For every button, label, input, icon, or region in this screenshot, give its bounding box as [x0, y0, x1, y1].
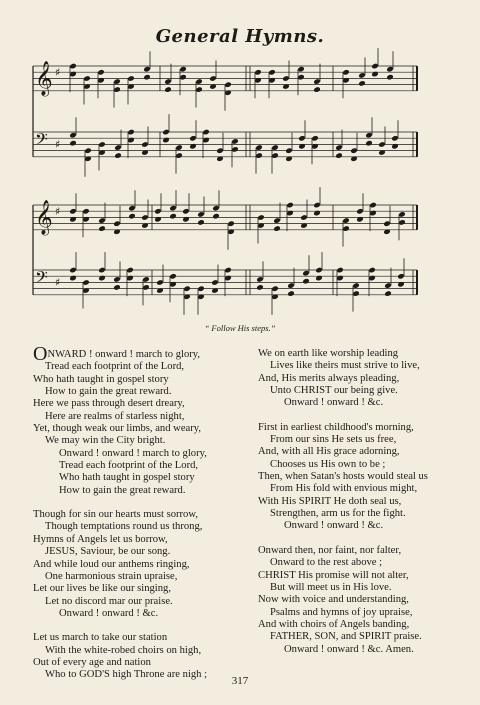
hymn-line: From our sins He sets us free, — [270, 434, 397, 446]
treble-clef-icon: 𝄞 — [35, 61, 53, 96]
hymn-line: Who hath taught in gospel story — [59, 472, 195, 484]
hymn-line: Tread each footprint of the Lord, — [45, 361, 185, 373]
hymn-line: Onward ! onward ! &c. — [284, 520, 384, 532]
hymn-line: We may win the City bright. — [45, 435, 166, 447]
note-head — [285, 155, 293, 162]
bass-clef-icon: 𝄢 — [35, 267, 48, 291]
note-head — [371, 71, 379, 78]
note-head — [212, 213, 220, 220]
hymn-line: Who to GOD'S high Throne are nigh ; — [45, 669, 208, 681]
hymn-line: And with choirs of Angels banding, — [258, 618, 410, 630]
note-head — [313, 210, 321, 217]
hymn-line: We on earth like worship leading — [258, 348, 399, 359]
hymn-line: Lives like theirs must strive to live, — [270, 360, 420, 372]
stanza-break — [33, 497, 258, 509]
hymn-line: Though for sin our hearts must sorrow, — [33, 509, 198, 521]
hymn-line: First in earliest childhood's morning, — [258, 421, 414, 433]
note-head — [315, 275, 323, 282]
hymn-line: Tread each footprint of the Lord, — [59, 460, 199, 472]
note-head — [386, 74, 394, 81]
note-head — [128, 213, 136, 220]
note-head — [143, 74, 151, 81]
hymn-line: And while loud our anthems ringing, — [33, 558, 190, 570]
note-head — [98, 275, 106, 282]
note-head — [164, 86, 172, 93]
hymn-line: Though temptations round us throng, — [45, 521, 203, 533]
note-head — [391, 143, 399, 150]
stanza-break — [258, 533, 458, 545]
drop-cap: O — [33, 343, 48, 365]
note-head — [397, 281, 405, 288]
note-head — [114, 152, 122, 159]
note-head — [113, 284, 121, 291]
hymn-line: Onward ! onward ! &c. — [59, 607, 159, 619]
note-head — [197, 219, 205, 226]
hymn-line: Yet, though weak our limbs, and weary, — [33, 423, 202, 435]
treble-clef-icon: 𝄞 — [35, 200, 53, 235]
note-head — [156, 287, 164, 294]
note-head — [298, 143, 306, 150]
hymn-line: Let no discord mar our praise. — [45, 595, 173, 607]
note-head — [69, 275, 77, 282]
hymn-line: JESUS, Saviour, be our song. — [45, 546, 171, 558]
note-head — [313, 86, 321, 93]
page-number: 317 — [231, 675, 249, 687]
note-head — [141, 222, 149, 229]
note-head — [300, 222, 308, 229]
hymn-line: Onward then, nor faint, nor falter, — [258, 544, 402, 556]
note-head — [69, 216, 77, 223]
note-head — [287, 290, 295, 297]
hymn-line: Let us march to take our station — [33, 632, 168, 644]
note-head — [378, 149, 386, 156]
hymn-line: Psalms and hymns of joy upraise, — [270, 606, 413, 618]
note-head — [189, 143, 197, 150]
hymn-line: Onward ! onward ! &c. — [284, 397, 384, 409]
hymn-line: With the white-robed choirs on high, — [45, 644, 202, 656]
note-head — [350, 155, 358, 162]
note-head — [356, 216, 364, 223]
note-head — [169, 213, 177, 220]
hymn-line: And, with all His grace adorning, — [258, 446, 400, 458]
note-head — [358, 80, 366, 87]
hymn-line: Onward ! onward ! &c. Amen. — [284, 643, 414, 655]
hymn-line: Here we pass through desert dreary, — [33, 398, 185, 410]
note-head — [209, 83, 217, 90]
hymn-line: Who hath taught in gospel story — [33, 373, 169, 385]
note-head — [98, 225, 106, 232]
note-head — [113, 228, 121, 235]
hymn-line: CHRIST His promise will not alter, — [258, 569, 409, 581]
bass-clef-icon: 𝄢 — [35, 129, 48, 153]
hymn-line: How to gain the great reward. — [59, 484, 186, 496]
note-head — [141, 149, 149, 156]
hymn-line: Here are realms of starless night, — [45, 410, 185, 422]
hymn-line: How to gain the great reward. — [45, 386, 172, 398]
hymn-line: Now with voice and understanding, — [258, 594, 409, 606]
hymn-line: Hymns of Angels let us borrow, — [33, 533, 168, 545]
score-caption: “ Follow His steps.” — [204, 323, 276, 333]
hymn-line: With His SPIRIT He doth seal us, — [258, 495, 402, 507]
note-head — [162, 137, 170, 144]
hymn-line: Strengthen, arm us for the fight. — [270, 508, 406, 520]
hymn-column-right — [258, 348, 458, 656]
hymn-column-left — [33, 343, 258, 682]
note-head — [384, 290, 392, 297]
hymn-line: Onward ! onward ! march to glory, — [59, 447, 207, 459]
note-head — [256, 284, 264, 291]
note-head — [182, 216, 190, 223]
note-head — [273, 225, 281, 232]
note-head — [211, 287, 219, 294]
page-title: General Hymns. — [155, 26, 325, 47]
hymn-line: But will meet us in His love. — [270, 581, 392, 593]
sharp-icon: ♯ — [55, 205, 61, 218]
hymn-line: And, His merits always pleading, — [258, 372, 400, 384]
sharp-icon: ♯ — [55, 138, 61, 151]
hymn-line-text: NWARD ! onward ! march to glory, — [47, 349, 201, 360]
sharp-icon: ♯ — [55, 66, 61, 79]
sharp-icon: ♯ — [55, 276, 61, 289]
hymn-line: Out of every age and nation — [33, 656, 151, 668]
note-head — [69, 140, 77, 147]
hymn-line: Then, when Satan's hosts would steal us — [258, 471, 428, 483]
hymn-line: From His fold with envious might, — [270, 483, 418, 495]
stanza-break — [33, 620, 258, 632]
note-head — [282, 83, 290, 90]
hymn-line: Unto CHRIST our being give. — [270, 385, 398, 397]
music-score — [0, 0, 480, 330]
note-head — [335, 152, 343, 159]
hymn-line: FATHER, SON, and SPIRIT praise. — [270, 631, 422, 643]
hymn-line: Chooses us His own to be ; — [270, 458, 386, 470]
hymn-line: One harmonious strain upraise, — [45, 570, 178, 582]
note-head — [302, 278, 310, 285]
note-head — [365, 140, 373, 147]
note-head — [154, 216, 162, 223]
hymn-line: Let our lives be like our singing, — [33, 583, 171, 595]
note-head — [383, 228, 391, 235]
note-head — [216, 155, 224, 162]
hymn-line: Onward to the rest above ; — [270, 557, 383, 569]
hymn-line — [33, 343, 258, 365]
stanza-break — [258, 410, 458, 422]
